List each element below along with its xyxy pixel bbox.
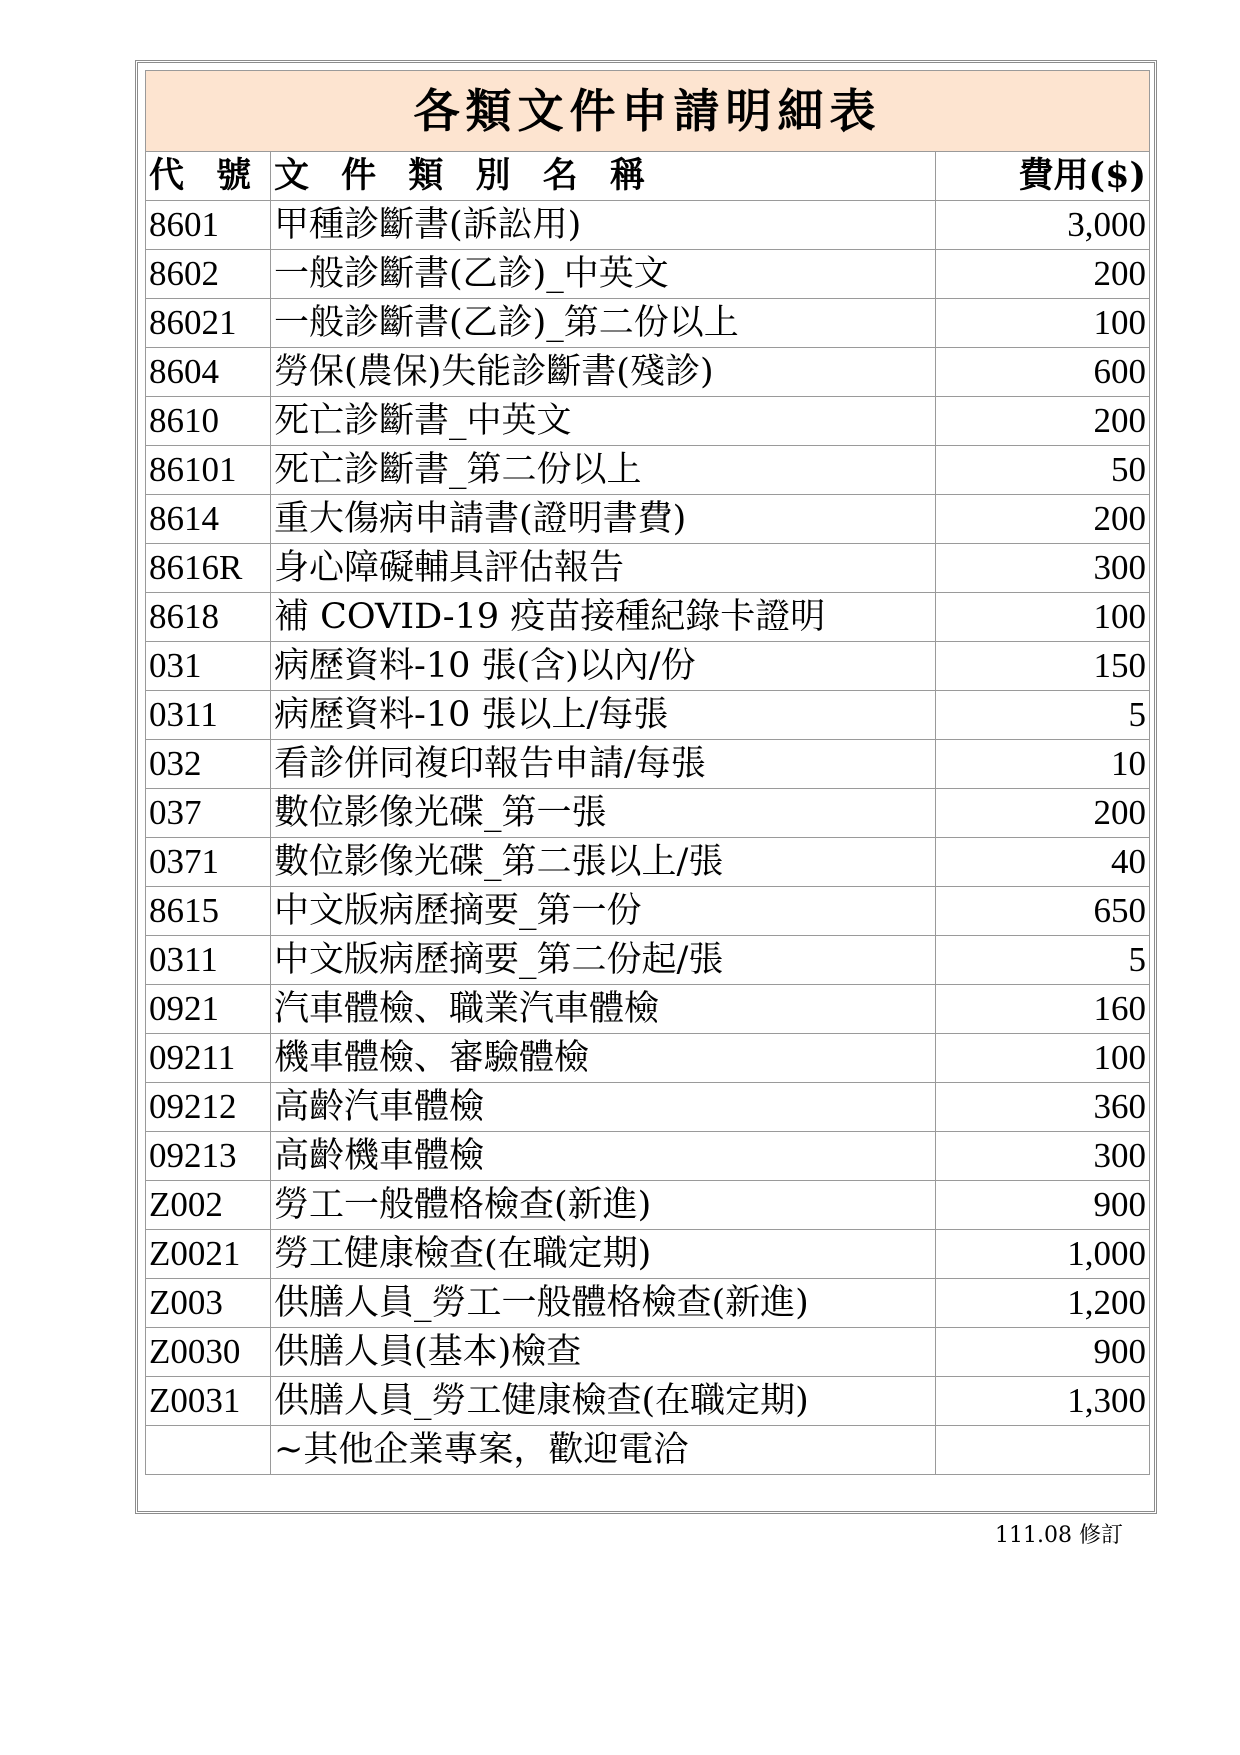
cell-code: 8616R <box>146 544 271 593</box>
cell-fee: 100 <box>936 593 1150 642</box>
cell-name: 死亡診斷書_中英文 <box>271 397 936 446</box>
table-row <box>146 593 1150 642</box>
cell-name: 供膳人員(基本)檢查 <box>271 1328 936 1377</box>
cell-fee: 360 <box>936 1083 1150 1132</box>
cell-name: 補 COVID-19 疫苗接種紀錄卡證明 <box>271 593 936 642</box>
cell-name: 汽車體檢、職業汽車體檢 <box>271 985 936 1034</box>
table-row <box>146 495 1150 544</box>
cell-code: 8618 <box>146 593 271 642</box>
cell-name: 中文版病歷摘要_第一份 <box>271 887 936 936</box>
cell-fee: 100 <box>936 1034 1150 1083</box>
cell-code: Z003 <box>146 1279 271 1328</box>
cell-code: 8610 <box>146 397 271 446</box>
cell-fee: 200 <box>936 495 1150 544</box>
table-row <box>146 985 1150 1034</box>
cell-fee: 40 <box>936 838 1150 887</box>
cell-name: 高齡汽車體檢 <box>271 1083 936 1132</box>
cell-name: 中文版病歷摘要_第二份起/張 <box>271 936 936 985</box>
title-row <box>146 71 1150 152</box>
cell-fee <box>936 1426 1150 1475</box>
cell-name: 死亡診斷書_第二份以上 <box>271 446 936 495</box>
cell-name: 供膳人員_勞工一般體格檢查(新進) <box>271 1279 936 1328</box>
cell-code: Z002 <box>146 1181 271 1230</box>
cell-fee: 5 <box>936 691 1150 740</box>
table-row <box>146 1279 1150 1328</box>
cell-fee: 900 <box>936 1328 1150 1377</box>
cell-code <box>146 1426 271 1475</box>
header-code: 代 號 <box>146 152 271 201</box>
cell-name: 勞保(農保)失能診斷書(殘診) <box>271 348 936 397</box>
cell-code: 0311 <box>146 691 271 740</box>
cell-name: 數位影像光碟_第二張以上/張 <box>271 838 936 887</box>
cell-fee: 650 <box>936 887 1150 936</box>
cell-code: Z0031 <box>146 1377 271 1426</box>
table-row <box>146 936 1150 985</box>
cell-fee: 150 <box>936 642 1150 691</box>
table-row <box>146 397 1150 446</box>
cell-name: ~其他企業專案，歡迎電洽 <box>271 1426 936 1475</box>
table-row <box>146 740 1150 789</box>
table-body <box>146 71 1150 1475</box>
header-row <box>146 152 1150 201</box>
cell-fee: 200 <box>936 397 1150 446</box>
cell-code: 8615 <box>146 887 271 936</box>
cell-code: 09212 <box>146 1083 271 1132</box>
cell-name: 一般診斷書(乙診)_第二份以上 <box>271 299 936 348</box>
header-name: 文 件 類 別 名 稱 <box>271 152 936 201</box>
cell-code: 8602 <box>146 250 271 299</box>
cell-fee: 600 <box>936 348 1150 397</box>
table-row <box>146 642 1150 691</box>
cell-code: 09211 <box>146 1034 271 1083</box>
cell-fee: 3,000 <box>936 201 1150 250</box>
cell-code: 86101 <box>146 446 271 495</box>
cell-code: 0921 <box>146 985 271 1034</box>
cell-fee: 200 <box>936 250 1150 299</box>
cell-code: 0371 <box>146 838 271 887</box>
header-fee: 費用($) <box>936 152 1150 201</box>
table-row <box>146 789 1150 838</box>
table-row <box>146 1426 1150 1475</box>
cell-name: 勞工一般體格檢查(新進) <box>271 1181 936 1230</box>
cell-name: 數位影像光碟_第一張 <box>271 789 936 838</box>
cell-name: 病歷資料-10 張以上/每張 <box>271 691 936 740</box>
table-row <box>146 1034 1150 1083</box>
cell-name: 重大傷病申請書(證明書費) <box>271 495 936 544</box>
cell-name: 一般診斷書(乙診)_中英文 <box>271 250 936 299</box>
cell-code: 8614 <box>146 495 271 544</box>
table-row <box>146 838 1150 887</box>
cell-fee: 160 <box>936 985 1150 1034</box>
cell-code: 031 <box>146 642 271 691</box>
cell-fee: 1,200 <box>936 1279 1150 1328</box>
cell-fee: 900 <box>936 1181 1150 1230</box>
cell-code: 037 <box>146 789 271 838</box>
cell-name: 病歷資料-10 張(含)以內/份 <box>271 642 936 691</box>
cell-code: Z0030 <box>146 1328 271 1377</box>
cell-name: 身心障礙輔具評估報告 <box>271 544 936 593</box>
table-row <box>146 544 1150 593</box>
cell-fee: 5 <box>936 936 1150 985</box>
cell-code: 0311 <box>146 936 271 985</box>
page-title: 各類文件申請明細表 <box>146 71 1150 152</box>
cell-code: Z0021 <box>146 1230 271 1279</box>
table-row <box>146 1181 1150 1230</box>
table-row <box>146 1132 1150 1181</box>
revision-note: 111.08 修訂 <box>995 1523 1123 1548</box>
cell-fee: 50 <box>936 446 1150 495</box>
cell-name: 勞工健康檢查(在職定期) <box>271 1230 936 1279</box>
cell-name: 看診併同複印報告申請/每張 <box>271 740 936 789</box>
cell-code: 09213 <box>146 1132 271 1181</box>
table-row <box>146 250 1150 299</box>
cell-fee: 10 <box>936 740 1150 789</box>
cell-code: 8604 <box>146 348 271 397</box>
cell-fee: 1,300 <box>936 1377 1150 1426</box>
table-row <box>146 1328 1150 1377</box>
table-row <box>146 299 1150 348</box>
table-row <box>146 201 1150 250</box>
cell-code: 032 <box>146 740 271 789</box>
cell-fee: 300 <box>936 544 1150 593</box>
table-row <box>146 446 1150 495</box>
cell-code: 86021 <box>146 299 271 348</box>
cell-fee: 200 <box>936 789 1150 838</box>
cell-fee: 1,000 <box>936 1230 1150 1279</box>
table-row <box>146 691 1150 740</box>
cell-name: 高齡機車體檢 <box>271 1132 936 1181</box>
cell-fee: 300 <box>936 1132 1150 1181</box>
table-row <box>146 348 1150 397</box>
table-frame <box>135 60 1157 1514</box>
fee-table <box>145 70 1150 1475</box>
cell-name: 機車體檢、審驗體檢 <box>271 1034 936 1083</box>
table-row <box>146 1083 1150 1132</box>
cell-name: 甲種診斷書(訴訟用) <box>271 201 936 250</box>
cell-code: 8601 <box>146 201 271 250</box>
table-row <box>146 1230 1150 1279</box>
cell-name: 供膳人員_勞工健康檢查(在職定期) <box>271 1377 936 1426</box>
table-row <box>146 887 1150 936</box>
table-row <box>146 1377 1150 1426</box>
cell-fee: 100 <box>936 299 1150 348</box>
